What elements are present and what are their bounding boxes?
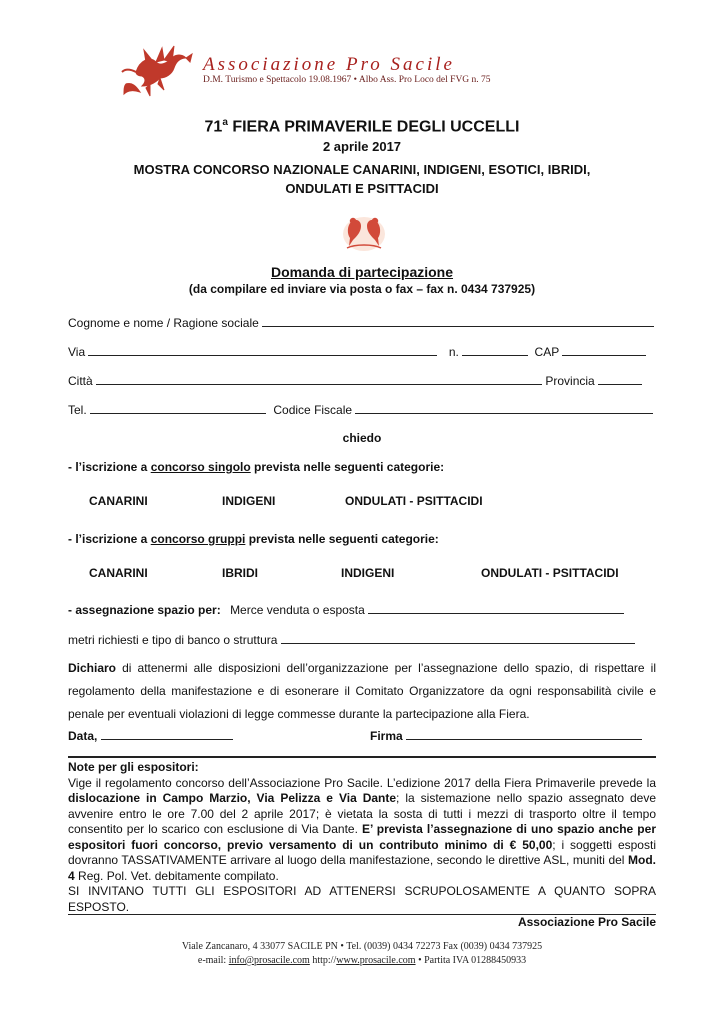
provincia-label: Provincia	[545, 374, 595, 388]
event-subtitle: MOSTRA CONCORSO NAZIONALE CANARINI, INDIGENI, ESOTICI, IBRIDI, ONDULATI E PSITTACIDI	[133, 162, 591, 196]
via-field[interactable]	[88, 344, 437, 356]
city-label: Città	[68, 374, 93, 388]
two-birds-icon	[341, 210, 387, 252]
footer-contacts: e-mail: info@prosacile.com http://www.prosacile.com • Partita IVA 01288450933	[197, 955, 527, 966]
name-row	[68, 315, 654, 330]
number-field[interactable]	[462, 344, 528, 356]
org-name: Associazione Pro Sacile	[203, 54, 455, 75]
data-row	[68, 728, 233, 743]
gruppi-cat-indigeni[interactable]: INDIGENI	[341, 566, 395, 580]
tel-field[interactable]	[90, 402, 266, 414]
firma-row	[370, 728, 642, 743]
spazio-text: Merce venduta o esposta	[230, 603, 365, 617]
note-heading: Note per gli espositori:	[68, 760, 199, 774]
footer	[0, 940, 724, 968]
spazio-row	[68, 602, 624, 617]
divider-bottom	[68, 914, 656, 915]
metri-field[interactable]	[281, 632, 635, 644]
gruppi-heading: - l’iscrizione a concorso gruppi prevista nelle seguenti categorie:	[68, 532, 439, 546]
cap-label: CAP	[534, 345, 559, 359]
via-label: Via	[68, 345, 86, 359]
org-subtitle: D.M. Turismo e Spettacolo 19.08.1967 • Albo Ass. Pro Loco del FVG n. 75	[203, 75, 491, 85]
form-subheading: (da compilare ed inviare via posta o fax – fax n. 0434 737925)	[188, 282, 536, 296]
note-box	[68, 760, 656, 931]
dichiaro-paragraph: Dichiaro di attenermi alle disposizioni dell’organizzazione per l’assegnazione dello spazio, di rispettare il regolamento della manifestazione e di esonerare il Comitato Organizzatore da ogni responsabilità civile e penale per eventuali violazioni di legge commesse durante la partecipazione alla Fiera.	[68, 661, 656, 721]
divider-top	[68, 756, 656, 758]
cap-field[interactable]	[562, 344, 646, 356]
firma-field[interactable]	[406, 728, 642, 740]
metri-row	[68, 632, 635, 647]
spazio-field[interactable]	[368, 602, 624, 614]
website-link[interactable]: www.prosacile.com	[336, 955, 416, 966]
footer-address: Viale Zancanaro, 4 33077 SACILE PN • Tel. (0039) 0434 72273 Fax (0039) 0434 737925	[181, 941, 543, 952]
event-title: 71$^a$ FIERA PRIMAVERILE DEGLI UCCELLI	[204, 117, 520, 136]
firma-label: Firma	[370, 729, 403, 743]
tel-row	[68, 402, 653, 417]
data-field[interactable]	[101, 728, 233, 740]
singolo-cat-ondulati[interactable]: ONDULATI - PSITTACIDI	[345, 494, 483, 508]
event-date: 2 aprile 2017	[322, 139, 402, 154]
singolo-cat-indigeni[interactable]: INDIGENI	[222, 494, 276, 508]
tel-label: Tel.	[68, 403, 87, 417]
singolo-heading: - l’iscrizione a concorso singolo prevista nelle seguenti categorie:	[68, 460, 445, 474]
number-label: n.	[448, 345, 459, 359]
name-field[interactable]	[262, 315, 654, 327]
note-body: Vige il regolamento concorso dell’Associazione Pro Sacile. L’edizione 2017 della Fiera Primaverile prevede la dislocazione in Campo Marzio, Via Pelizza e Via Dante; la sistemazione nello spazio assegnato deve avvenire entro le ore 7.00 del 2 aprile 2017; è vietata la sosta di tutti i mezzi di trasporto oltre il tempo consentito per lo scarico con esclusione di Via Dante. E’ prevista l’assegnazione di uno spazio anche per espositori fuori concorso, previo versamento di un contributo minimo di € 50,00; i soggetti esposti dovranno TASSATIVAMENTE arrivare al luogo della manifestazione, secondo le direttive ASL, muniti del Mod. 4 Reg. Pol. Vet. debitamente compilato.	[68, 775, 656, 883]
email-link[interactable]: info@prosacile.com	[228, 955, 310, 966]
city-field[interactable]	[96, 373, 542, 385]
singolo-cat-canarini[interactable]: CANARINI	[89, 494, 148, 508]
gruppi-cat-canarini[interactable]: CANARINI	[89, 566, 148, 580]
spazio-label: - assegnazione spazio per:	[68, 603, 221, 617]
fiscal-code-label: Codice Fiscale	[273, 403, 353, 417]
metri-label: metri richiesti e tipo di banco o struttura	[68, 633, 278, 647]
address-row	[68, 344, 646, 359]
dragon-logo-icon	[116, 42, 194, 98]
gruppi-cat-ondulati[interactable]: ONDULATI - PSITTACIDI	[481, 566, 619, 580]
name-label: Cognome e nome / Ragione sociale	[68, 316, 259, 330]
provincia-field[interactable]	[598, 373, 642, 385]
city-row	[68, 373, 642, 388]
gruppi-cat-ibridi[interactable]: IBRIDI	[222, 566, 258, 580]
note-signature: Associazione Pro Sacile	[517, 915, 656, 929]
fiscal-code-field[interactable]	[355, 402, 653, 414]
chiedo-text: chiedo	[342, 431, 382, 445]
data-label: Data,	[68, 729, 98, 743]
form-heading: Domanda di partecipazione	[270, 264, 454, 280]
note-warning: SI INVITANO TUTTI GLI ESPOSITORI AD ATTENERSI SCRUPOLOSAMENTE A QUANTO SOPRA ESPOSTO.	[68, 884, 656, 914]
